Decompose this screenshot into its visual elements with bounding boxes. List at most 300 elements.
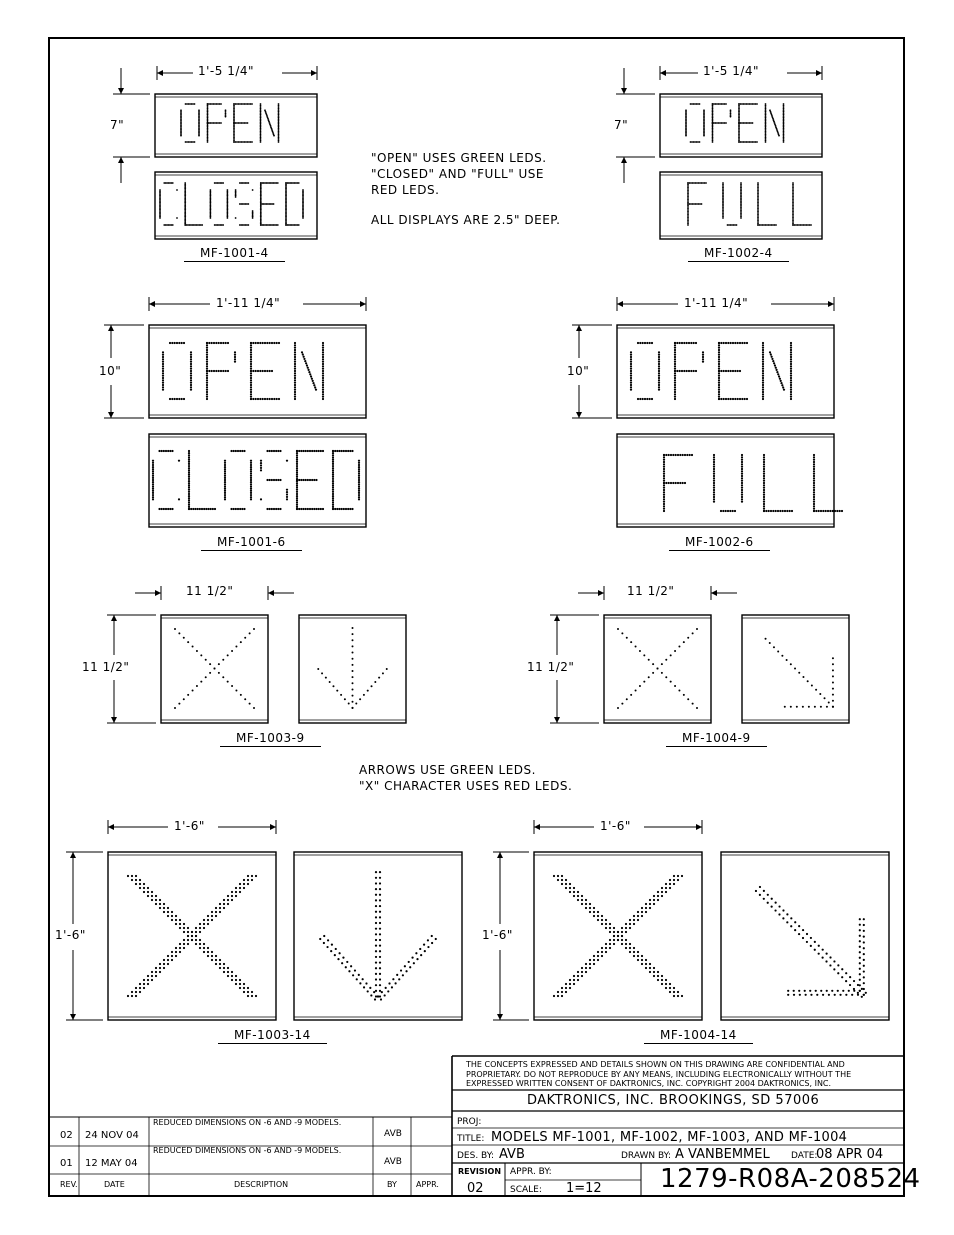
led-dot xyxy=(322,393,324,395)
led-dot xyxy=(271,508,273,510)
led-dot xyxy=(250,379,252,381)
led-dot xyxy=(271,398,273,400)
led-dot xyxy=(296,469,298,471)
led-dot xyxy=(296,506,298,508)
led-dot xyxy=(176,189,178,191)
note-line: ALL DISPLAYS ARE 2.5" DEEP. xyxy=(371,213,561,227)
led-dot xyxy=(674,379,676,381)
led-dot xyxy=(275,508,277,510)
led-dot xyxy=(790,358,792,360)
led-dot xyxy=(793,994,795,996)
led-dot xyxy=(841,510,843,512)
led-dot xyxy=(162,356,164,358)
led-dot xyxy=(645,911,647,913)
led-dot xyxy=(199,927,201,929)
led-dot xyxy=(203,943,205,945)
note-line: RED LEDS. xyxy=(371,183,440,197)
led-dot xyxy=(355,703,357,705)
led-dot xyxy=(311,378,313,380)
led-dot xyxy=(239,508,241,510)
led-dot xyxy=(736,224,738,226)
led-dot xyxy=(322,375,324,377)
led-dot xyxy=(859,984,861,986)
led-dot xyxy=(273,450,275,452)
led-dot xyxy=(657,975,659,977)
led-dot xyxy=(790,365,792,367)
led-dot xyxy=(683,370,685,372)
led-dot xyxy=(233,450,235,452)
led-dot xyxy=(332,467,334,469)
led-dot xyxy=(832,700,834,702)
led-dot xyxy=(206,379,208,381)
led-dot xyxy=(147,983,149,985)
led-dot xyxy=(813,484,815,486)
led-dot xyxy=(818,510,820,512)
led-dot xyxy=(312,380,314,382)
led-dot xyxy=(286,491,288,493)
led-dot xyxy=(720,510,722,512)
led-dot xyxy=(713,454,715,456)
led-dot xyxy=(286,493,288,495)
led-dot xyxy=(277,450,279,452)
led-dot xyxy=(386,668,388,670)
led-dot xyxy=(218,370,220,372)
led-dot xyxy=(861,988,863,990)
led-dot xyxy=(222,659,224,661)
led-dot xyxy=(813,494,815,496)
led-dot xyxy=(663,468,665,470)
led-dot xyxy=(673,995,675,997)
led-dot xyxy=(718,344,720,346)
led-dot xyxy=(139,991,141,993)
led-dot xyxy=(653,967,655,969)
led-dot xyxy=(152,477,154,479)
led-dot xyxy=(363,694,365,696)
led-dot xyxy=(832,669,834,671)
led-dot xyxy=(127,995,129,997)
led-dot xyxy=(613,931,615,933)
led-dot xyxy=(630,368,632,370)
glyph-p xyxy=(674,342,704,400)
led-dot xyxy=(561,995,563,997)
led-dot xyxy=(665,454,667,456)
led-dot xyxy=(718,354,720,356)
led-dot xyxy=(322,384,324,386)
led-dot xyxy=(813,510,815,512)
led-dot xyxy=(718,377,720,379)
led-dot xyxy=(298,182,300,184)
led-dot xyxy=(259,398,261,400)
led-dot xyxy=(585,903,587,905)
led-dot xyxy=(307,479,309,481)
led-dot xyxy=(641,907,643,909)
led-dot xyxy=(294,386,296,388)
led-dot xyxy=(152,481,154,483)
led-dot xyxy=(791,510,793,512)
led-dot xyxy=(225,342,227,344)
led-dot xyxy=(224,485,226,487)
led-dot xyxy=(674,368,676,370)
led-dot xyxy=(863,982,865,984)
led-dot xyxy=(621,927,623,929)
led-dot xyxy=(597,951,599,953)
led-dot xyxy=(151,895,153,897)
led-dot xyxy=(239,891,241,893)
led-dot xyxy=(593,959,595,961)
led-dot xyxy=(718,349,720,351)
led-dot xyxy=(206,372,208,374)
led-dot xyxy=(635,689,637,691)
led-dot xyxy=(674,393,676,395)
led-dot xyxy=(713,463,715,465)
led-dot xyxy=(775,224,777,226)
led-dot xyxy=(693,342,695,344)
led-dot xyxy=(585,899,587,901)
led-dot xyxy=(674,351,676,353)
led-dot xyxy=(188,489,190,491)
led-dot xyxy=(332,471,334,473)
led-dot xyxy=(790,389,792,391)
led-dot xyxy=(151,979,153,981)
led-dot xyxy=(762,398,764,400)
led-dot xyxy=(322,396,324,398)
led-dot xyxy=(358,492,360,494)
led-dot xyxy=(379,922,381,924)
led-dot xyxy=(332,458,334,460)
led-dot xyxy=(561,879,563,881)
led-dot xyxy=(343,450,345,452)
glyph-e xyxy=(296,450,324,510)
frame-outer xyxy=(294,852,462,1020)
led-dot xyxy=(188,497,190,499)
led-dot xyxy=(673,883,675,885)
led-dot xyxy=(379,984,381,986)
led-dot xyxy=(859,957,861,959)
led-dot xyxy=(209,663,211,665)
led-dot xyxy=(635,646,637,648)
led-dot xyxy=(658,363,660,365)
led-dot xyxy=(269,450,271,452)
led-dot xyxy=(718,347,720,349)
led-dot xyxy=(670,681,672,683)
led-dot xyxy=(210,217,212,219)
led-dot xyxy=(663,477,665,479)
led-dot xyxy=(815,510,817,512)
led-dot xyxy=(637,959,639,961)
led-dot xyxy=(682,454,684,456)
led-dot xyxy=(234,351,236,353)
led-dot xyxy=(251,995,253,997)
led-dot xyxy=(227,903,229,905)
led-dot xyxy=(247,203,249,205)
led-dot xyxy=(613,939,615,941)
led-dot xyxy=(625,927,627,929)
led-dot xyxy=(139,983,141,985)
led-dot xyxy=(601,947,603,949)
led-dot xyxy=(294,349,296,351)
led-dot xyxy=(334,954,336,956)
led-dot xyxy=(379,945,381,947)
led-dot xyxy=(379,973,381,975)
led-dot xyxy=(637,919,639,921)
rev-row-description: REDUCED DIMENSIONS ON -6 AND -9 MODELS. xyxy=(153,1146,342,1155)
led-dot xyxy=(375,877,377,879)
led-dot xyxy=(178,460,180,462)
led-dot xyxy=(686,454,688,456)
led-dot xyxy=(597,919,599,921)
led-dot xyxy=(191,931,193,933)
glyph-f xyxy=(687,182,707,226)
led-dot xyxy=(176,398,178,400)
led-dot xyxy=(231,979,233,981)
led-dot xyxy=(685,135,687,137)
led-dot xyxy=(585,907,587,909)
led-dot xyxy=(589,963,591,965)
led-dot xyxy=(252,370,254,372)
led-dot xyxy=(661,983,663,985)
led-dot xyxy=(143,983,145,985)
led-dot xyxy=(322,450,324,452)
glyph-u xyxy=(722,182,742,226)
led-dot xyxy=(206,382,208,384)
led-dot xyxy=(630,372,632,374)
led-dot xyxy=(569,887,571,889)
led-dot xyxy=(713,498,715,500)
led-dot xyxy=(734,398,736,400)
led-dot xyxy=(253,707,255,709)
led-dot xyxy=(225,113,227,115)
led-dot xyxy=(207,951,209,953)
led-dot xyxy=(243,983,245,985)
led-dot xyxy=(658,356,660,358)
led-dot xyxy=(679,370,681,372)
led-dot xyxy=(195,939,197,941)
led-dot xyxy=(621,703,623,705)
led-dot xyxy=(174,342,176,344)
led-dot xyxy=(762,356,764,358)
led-dot xyxy=(223,963,225,965)
led-dot xyxy=(670,454,672,456)
led-dot xyxy=(790,379,792,381)
led-dot xyxy=(674,398,676,400)
led-dot xyxy=(235,450,237,452)
led-dot xyxy=(375,899,377,901)
led-dot xyxy=(762,370,764,372)
led-dot xyxy=(214,508,216,510)
led-dot xyxy=(741,480,743,482)
confidentiality-notice xyxy=(466,1060,851,1089)
led-dot xyxy=(301,351,303,353)
led-dot xyxy=(358,470,360,472)
led-dot xyxy=(178,703,180,705)
led-dot xyxy=(310,375,312,377)
rev-row-by: AVB xyxy=(384,1129,402,1139)
led-dot xyxy=(264,398,266,400)
led-dot xyxy=(665,979,667,981)
led-dot xyxy=(260,462,262,464)
led-dot xyxy=(790,342,792,344)
led-dot xyxy=(863,994,865,996)
led-dot xyxy=(573,895,575,897)
led-dot xyxy=(374,998,376,1000)
led-dot xyxy=(188,508,190,510)
des-by-value: AVB xyxy=(499,1147,525,1162)
led-dot xyxy=(273,342,275,344)
led-dot xyxy=(674,375,676,377)
led-dot xyxy=(657,891,659,893)
led-dot xyxy=(352,974,354,976)
led-dot xyxy=(771,906,773,908)
led-dot xyxy=(718,391,720,393)
led-dot xyxy=(286,498,288,500)
led-dot xyxy=(190,389,192,391)
led-dot xyxy=(557,995,559,997)
led-dot xyxy=(279,508,281,510)
led-dot xyxy=(741,491,743,493)
led-dot xyxy=(718,375,720,377)
word-closed-mf1001-4 xyxy=(159,182,304,226)
led-dot xyxy=(323,942,325,944)
led-dot xyxy=(780,382,782,384)
led-dot xyxy=(187,927,189,929)
led-dot xyxy=(597,911,599,913)
led-dot xyxy=(322,349,324,351)
led-dot xyxy=(781,655,783,657)
led-dot xyxy=(335,948,337,950)
led-dot xyxy=(375,978,377,980)
led-dot xyxy=(266,370,268,372)
led-dot xyxy=(839,510,841,512)
led-dot xyxy=(250,347,252,349)
led-dot xyxy=(332,478,334,480)
led-dot xyxy=(674,386,676,388)
led-dot xyxy=(251,875,253,877)
led-dot xyxy=(252,189,254,191)
led-dot xyxy=(305,362,307,364)
led-dot xyxy=(756,103,758,105)
led-dot xyxy=(273,203,275,205)
led-dot xyxy=(419,948,421,950)
led-dot xyxy=(300,508,302,510)
led-dot xyxy=(139,883,141,885)
led-dot xyxy=(188,482,190,484)
led-dot xyxy=(251,991,253,993)
led-dot xyxy=(763,496,765,498)
dim-height-mf1002-6: 10" xyxy=(567,364,590,378)
led-dot xyxy=(675,454,677,456)
led-dot xyxy=(276,398,278,400)
led-dot xyxy=(639,685,641,687)
led-dot xyxy=(300,450,302,452)
led-dot xyxy=(853,980,855,982)
led-dot xyxy=(673,987,675,989)
led-dot xyxy=(322,347,324,349)
led-dot xyxy=(345,508,347,510)
led-dot xyxy=(375,911,377,913)
led-dot xyxy=(573,887,575,889)
model-label-mf1001-6: MF-1001-6 xyxy=(201,535,302,551)
led-dot xyxy=(577,891,579,893)
led-dot xyxy=(278,398,280,400)
led-dot xyxy=(327,939,329,941)
led-dot xyxy=(763,491,765,493)
led-dot xyxy=(219,903,221,905)
led-dot xyxy=(294,389,296,391)
led-dot xyxy=(231,895,233,897)
led-dot xyxy=(565,987,567,989)
led-dot xyxy=(296,467,298,469)
led-dot xyxy=(294,372,296,374)
led-dot xyxy=(762,384,764,386)
led-dot xyxy=(681,875,683,877)
led-dot xyxy=(762,347,764,349)
led-dot xyxy=(732,510,734,512)
led-dot xyxy=(775,510,777,512)
led-dot xyxy=(763,890,765,892)
led-dot xyxy=(813,491,815,493)
led-dot xyxy=(159,217,161,219)
led-dot xyxy=(684,454,686,456)
led-dot xyxy=(210,508,212,510)
led-dot xyxy=(824,697,826,699)
led-dot xyxy=(718,363,720,365)
led-dot xyxy=(155,975,157,977)
led-dot xyxy=(857,994,859,996)
led-dot xyxy=(188,469,190,471)
led-dot xyxy=(206,351,208,353)
led-dot xyxy=(621,931,623,933)
led-dot xyxy=(670,482,672,484)
led-dot xyxy=(219,959,221,961)
led-dot xyxy=(379,978,381,980)
led-dot xyxy=(657,668,659,670)
led-dot xyxy=(794,668,796,670)
led-dot xyxy=(713,487,715,489)
led-dot xyxy=(332,486,334,488)
led-dot xyxy=(802,929,804,931)
led-dot xyxy=(665,987,667,989)
led-dot xyxy=(351,508,353,510)
led-dot xyxy=(663,461,665,463)
led-dot xyxy=(392,978,394,980)
led-dot xyxy=(143,979,145,981)
led-dot xyxy=(653,895,655,897)
led-dot xyxy=(581,967,583,969)
led-dot xyxy=(718,342,720,344)
led-dot xyxy=(302,353,304,355)
led-dot xyxy=(690,370,692,372)
led-dot xyxy=(762,391,764,393)
led-dot xyxy=(152,490,154,492)
led-dot xyxy=(645,903,647,905)
led-dot xyxy=(762,361,764,363)
x-char-mf1003-14 xyxy=(127,875,257,997)
led-dot xyxy=(663,473,665,475)
led-dot xyxy=(332,504,334,506)
led-dot xyxy=(648,659,650,661)
glyph-o xyxy=(162,342,192,400)
note-line xyxy=(371,198,560,212)
led-dot xyxy=(379,899,381,901)
model-label-mf1004-9: MF-1004-9 xyxy=(666,731,767,747)
led-dot xyxy=(674,363,676,365)
led-dot xyxy=(322,379,324,381)
led-dot xyxy=(674,372,676,374)
led-dot xyxy=(718,396,720,398)
led-dot xyxy=(152,498,154,500)
notice-line: THE CONCEPTS EXPRESSED AND DETAILS SHOWN ON THIS DRAWING ARE CONFIDENTIAL AND xyxy=(466,1060,845,1069)
led-dot xyxy=(235,646,237,648)
